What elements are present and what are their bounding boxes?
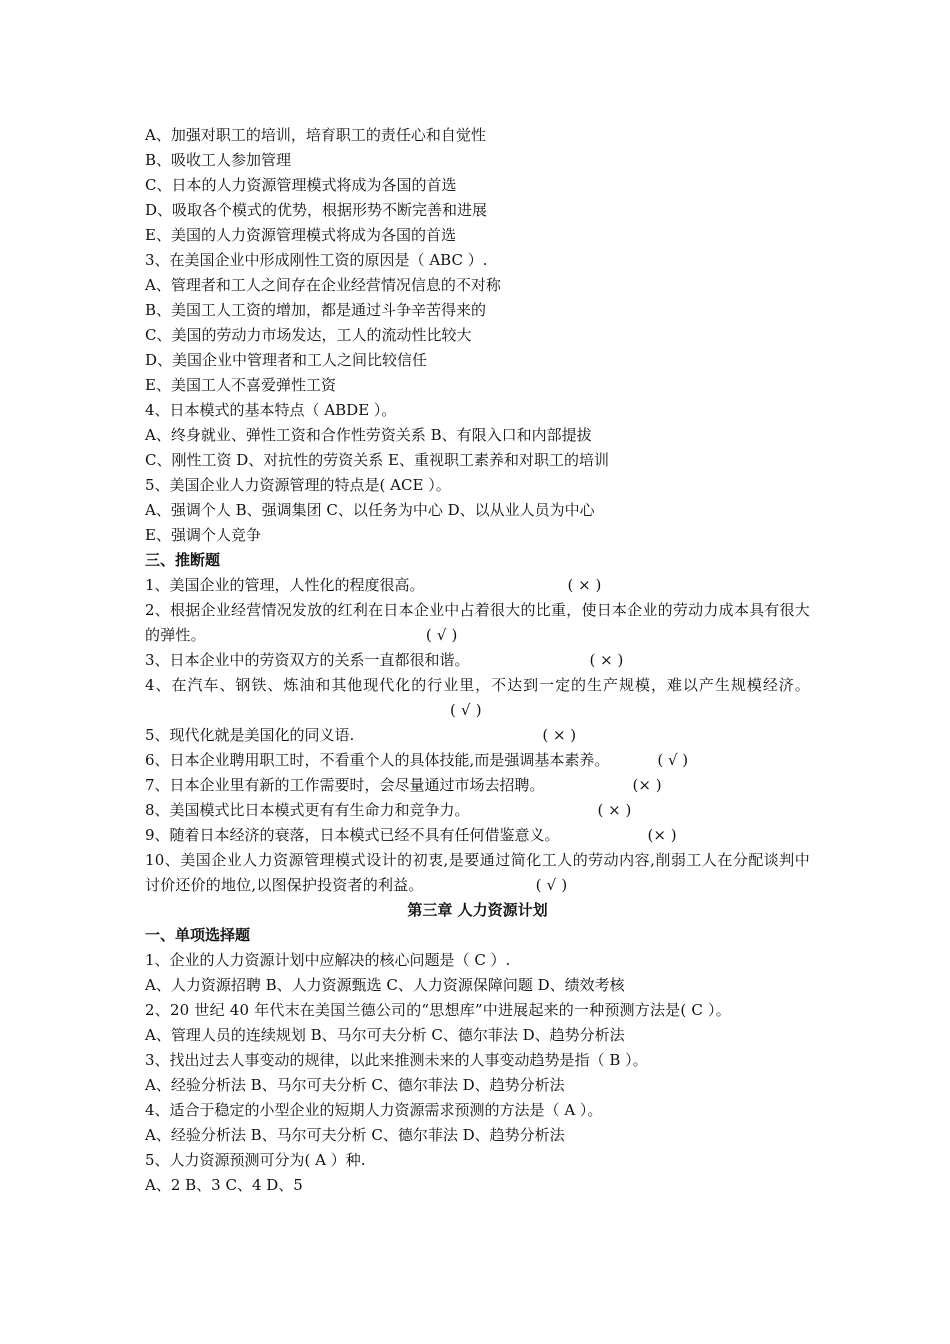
judgment-item xyxy=(145,823,810,848)
question-line: 5、美国企业人力资源管理的特点是( ACE ）。 xyxy=(145,476,451,494)
option-line: B、吸收工人参加管理 xyxy=(145,151,292,169)
option-line: A、经验分析法 B、马尔可夫分析 C、德尔菲法 D、趋势分析法 xyxy=(145,1126,565,1144)
judgment-mark: (× ) xyxy=(632,776,662,794)
judgment-text: 7、日本企业里有新的工作需要时，会尽量通过市场去招聘。 xyxy=(145,776,545,794)
judgment-mark: ( √ ) xyxy=(425,626,458,644)
option-line: A、2 B、3 C、4 D、5 xyxy=(145,1176,303,1194)
judgment-item xyxy=(145,798,810,823)
question-line: 5、人力资源预测可分为( A ）种. xyxy=(145,1151,366,1169)
judgment-mark: ( √ ) xyxy=(535,876,568,894)
option-line: D、美国企业中管理者和工人之间比较信任 xyxy=(145,351,428,369)
option-line: E、强调个人竞争 xyxy=(145,526,261,544)
judgment-text: 9、随着日本经济的衰落，日本模式已经不具有任何借鉴意义。 xyxy=(145,826,560,844)
option-line: A、管理人员的连续规划 B、马尔可夫分析 C、德尔菲法 D、趋势分析法 xyxy=(145,1026,625,1044)
option-line: A、终身就业、弹性工资和合作性劳资关系 B、有限入口和内部提拔 xyxy=(145,426,592,444)
judgment-mark: ( × ) xyxy=(567,576,602,594)
judgment-text: 8、美国模式比日本模式更有有生命力和竞争力。 xyxy=(145,801,470,819)
judgment-mark: ( × ) xyxy=(589,651,624,669)
judgment-mark: (× ) xyxy=(647,826,677,844)
judgment-item xyxy=(145,648,810,673)
option-line: D、吸取各个模式的优势，根据形势不断完善和进展 xyxy=(145,201,488,219)
judgment-item xyxy=(145,848,810,898)
judgment-item xyxy=(145,673,810,723)
judgment-text: 2、根据企业经营情况发放的红利在日本企业中占着很大的比重，使日本企业的劳动力成本具有很大的弹性。 xyxy=(145,601,810,644)
question-line: 3、在美国企业中形成刚性工资的原因是（ ABC ）. xyxy=(145,251,488,269)
judgment-text: 10、美国企业人力资源管理模式设计的初衷,是要通过简化工人的劳动内容,削弱工人在分配谈判中讨价还价的地位,以图保护投资者的利益。 xyxy=(145,851,810,894)
judgment-item xyxy=(145,748,810,773)
question-line: 4、日本模式的基本特点（ ABDE ）。 xyxy=(145,401,397,419)
option-line: C、刚性工资 D、对抗性的劳资关系 E、重视职工素养和对职工的培训 xyxy=(145,451,609,469)
option-line: C、美国的劳动力市场发达，工人的流动性比较大 xyxy=(145,326,472,344)
option-line: B、美国工人工资的增加，都是通过斗争辛苦得来的 xyxy=(145,301,487,319)
judgment-item xyxy=(145,723,810,748)
judgment-text: 3、日本企业中的劳资双方的关系一直都很和谐。 xyxy=(145,651,470,669)
option-line: A、强调个人 B、强调集团 C、以任务为中心 D、以从业人员为中心 xyxy=(145,501,595,519)
option-line: A、经验分析法 B、马尔可夫分析 C、德尔菲法 D、趋势分析法 xyxy=(145,1076,565,1094)
judgment-text: 1、美国企业的管理，人性化的程度很高。 xyxy=(145,576,425,594)
section-heading: 一、单项选择题 xyxy=(145,926,251,944)
question-line: 1、企业的人力资源计划中应解决的核心问题是（ C ）. xyxy=(145,951,511,969)
judgment-item xyxy=(145,773,810,798)
option-line: C、日本的人力资源管理模式将成为各国的首选 xyxy=(145,176,457,194)
judgment-item xyxy=(145,598,810,648)
chapter-title: 第三章 人力资源计划 xyxy=(407,901,548,919)
judgment-mark: ( × ) xyxy=(597,801,632,819)
option-line: A、管理者和工人之间存在企业经营情况信息的不对称 xyxy=(145,276,501,294)
question-line: 3、找出过去人事变动的规律，以此来推测未来的人事变动趋势是指（ B ）。 xyxy=(145,1051,648,1069)
judgment-text: 6、日本企业聘用职工时，不看重个人的具体技能,而是强调基本素养。 xyxy=(145,751,610,769)
option-line: A、人力资源招聘 B、人力资源甄选 C、人力资源保障问题 D、绩效考核 xyxy=(145,976,625,994)
judgment-mark: ( × ) xyxy=(542,726,577,744)
question-line: 4、适合于稳定的小型企业的短期人力资源需求预测的方法是（ A ）。 xyxy=(145,1101,603,1119)
question-line: 2、20 世纪 40 年代末在美国兰德公司的“思想库”中进展起来的一种预测方法是( C ）。 xyxy=(145,1001,731,1019)
judgment-mark: ( √ ) xyxy=(657,751,689,769)
judgment-item xyxy=(145,573,810,598)
judgment-text: 5、现代化就是美国化的同义语. xyxy=(145,726,355,744)
option-line: A、加强对职工的培训，培育职工的责任心和自觉性 xyxy=(145,126,486,144)
section-heading: 三、推断题 xyxy=(145,551,221,569)
judgment-text: 4、在汽车、钢铁、炼油和其他现代化的行业里，不达到一定的生产规模，难以产生规模经济。 xyxy=(145,676,810,694)
judgment-mark: ( √ ) xyxy=(450,701,482,719)
option-line: E、美国的人力资源管理模式将成为各国的首选 xyxy=(145,226,456,244)
document-body xyxy=(145,123,810,1198)
option-line: E、美国工人不喜爱弹性工资 xyxy=(145,376,336,394)
